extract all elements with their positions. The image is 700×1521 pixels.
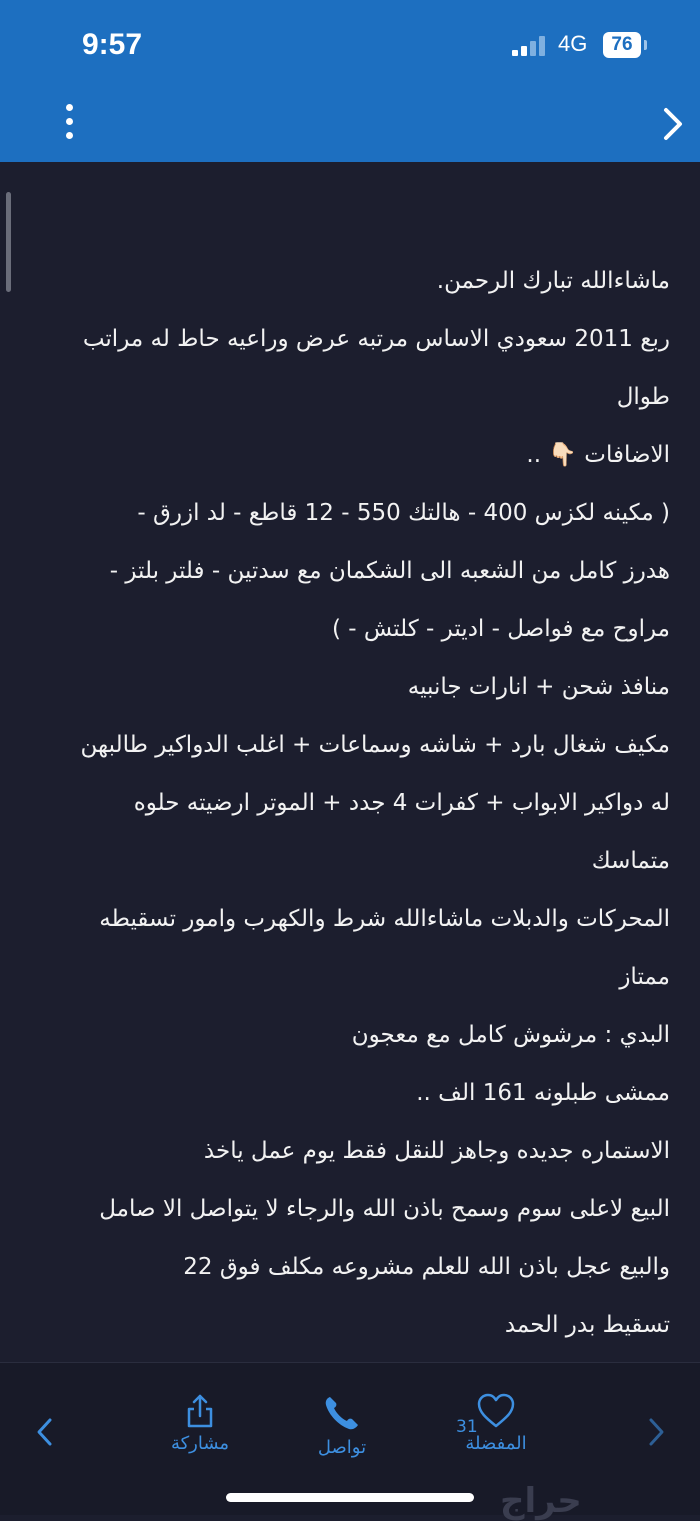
ad-description [40, 252, 670, 1412]
phone-icon [322, 1393, 362, 1433]
contact-button[interactable] [304, 1393, 380, 1458]
chevron-left-icon[interactable] [32, 1415, 58, 1449]
description-line: ممشى طبلونه 161 الف .. [416, 1080, 670, 1106]
description-line: ( مكينه لكزس 400 - هالتك 550 - 12 قاطع - لد ازرق - [137, 500, 670, 526]
share-icon [185, 1393, 215, 1429]
ad-content[interactable] [0, 162, 700, 1362]
description-line: مكيف شغال بارد + شاشه وسماعات + اغلب الدواكير طالبهن [80, 732, 670, 758]
description-line: الاضافات 👇🏻 .. [526, 442, 670, 468]
status-time: 9:57 [82, 28, 143, 61]
description-line: الاستماره جديده وجاهز للنقل فقط يوم عمل ياخذ [203, 1138, 670, 1164]
description-line: منافذ شحن + انارات جانبيه [407, 674, 670, 700]
description-line: له دواكير الابواب + كفرات 4 جدد + الموتر ارضيته حلوه [133, 790, 670, 816]
contact-label: تواصل [317, 1437, 367, 1458]
battery-icon: 76 [603, 32, 641, 58]
app-header [0, 0, 700, 162]
home-indicator[interactable] [226, 1493, 474, 1502]
description-line: البيع لاعلى سوم وسمح باذن الله والرجاء لا يتواصل الا صامل [99, 1196, 670, 1222]
chevron-right-icon[interactable] [656, 104, 686, 144]
scrollbar[interactable] [6, 192, 11, 292]
description-line: تسقيط بدر الحمد [504, 1312, 670, 1338]
chevron-right-icon[interactable] [643, 1415, 669, 1449]
share-label: مشاركة [170, 1433, 230, 1454]
description-line: مراوح مع فواصل - اديتر - كلتش - ) [332, 616, 670, 642]
heart-icon [476, 1393, 516, 1429]
battery-tip [644, 40, 647, 50]
description-line: ممتاز [619, 964, 670, 990]
favorite-label: المفضلة [465, 1433, 527, 1454]
favorite-count: 31 [456, 1417, 478, 1437]
network-type: 4G [558, 31, 588, 56]
signal-icon [512, 36, 548, 56]
share-button[interactable] [164, 1393, 236, 1454]
description-line: طوال [616, 384, 670, 410]
haraj-logo: حراج [500, 1481, 582, 1521]
description-line: ماشاءالله تبارك الرحمن. [436, 268, 670, 294]
description-line: البدي : مرشوش كامل مع معجون [351, 1022, 670, 1048]
description-line: متماسك [591, 848, 670, 874]
description-line: المحركات والدبلات ماشاءالله شرط والكهرب وامور تسقيطه [99, 906, 670, 932]
description-line: هدرز كامل من الشعبه الى الشكمان مع سدتين - فلتر بلتز - [109, 558, 670, 584]
description-line: ربع 2011 سعودي الاساس مرتبه عرض وراعيه حاط له مراتب [82, 326, 670, 352]
more-vertical-icon[interactable] [60, 104, 80, 144]
description-line: والبيع عجل باذن الله للعلم مشروعه مكلف فوق 22 [183, 1254, 670, 1280]
bottom-action-bar [0, 1362, 700, 1521]
